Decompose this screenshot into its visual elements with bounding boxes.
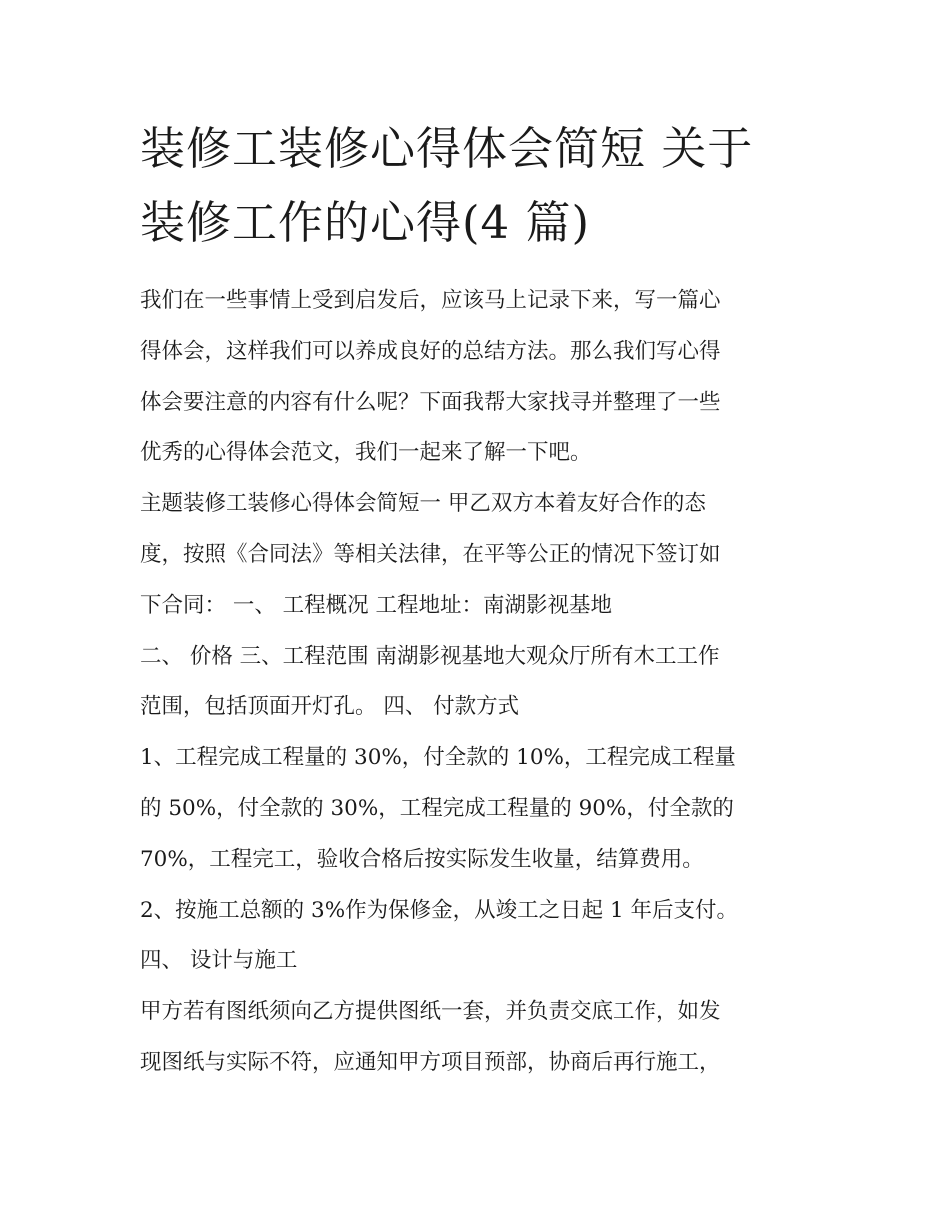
body-text-line: 度，按照《合同法》等相关法律，在平等公正的情况下签订如	[140, 541, 721, 567]
document-title	[140, 112, 820, 260]
body-text-line: 主题装修工装修心得体会简短一 甲乙双方本着友好合作的态	[140, 491, 706, 517]
body-text-line: 得体会，这样我们可以养成良好的总结方法。那么我们写心得	[140, 338, 721, 364]
body-text-line: 范围，包括顶面开灯孔。 四、 付款方式	[140, 694, 520, 720]
body-text-line: 下合同： 一、 工程概况 工程地址：南湖影视基地	[140, 592, 613, 618]
body-text-line: 2、按施工总额的 3%作为保修金，从竣工之日起 1 年后支付。	[140, 897, 738, 923]
body-text-line: 优秀的心得体会范文，我们一起来了解一下吧。	[140, 440, 592, 466]
body-text-line: 我们在一些事情上受到启发后，应该马上记录下来，写一篇心	[140, 288, 721, 313]
body-text-line: 现图纸与实际不符，应通知甲方项目预部，协商后再行施工，	[140, 1049, 721, 1075]
body-text-line: 的 50%，付全款的 30%，工程完成工程量的 90%，付全款的	[140, 795, 734, 821]
body-text-line: 体会要注意的内容有什么呢？下面我帮大家找寻并整理了一些	[140, 389, 721, 415]
body-text-line: 二、 价格 三、工程范围 南湖影视基地大观众厅所有木工工作	[140, 643, 720, 669]
body-text-line: 四、 设计与施工	[140, 948, 298, 974]
body-text-line: 甲方若有图纸须向乙方提供图纸一套，并负责交底工作，如发	[140, 999, 721, 1025]
document-body	[140, 276, 820, 1089]
body-text-line: 70%，工程完工，验收合格后按实际发生收量，结算费用。	[140, 846, 704, 872]
body-text-line: 1、工程完成工程量的 30%，付全款的 10%，工程完成工程量	[140, 745, 736, 771]
title-line: 装修工作的心得(4 篇)	[140, 196, 591, 249]
title-line: 装修工装修心得体会简短 关于	[140, 122, 754, 175]
